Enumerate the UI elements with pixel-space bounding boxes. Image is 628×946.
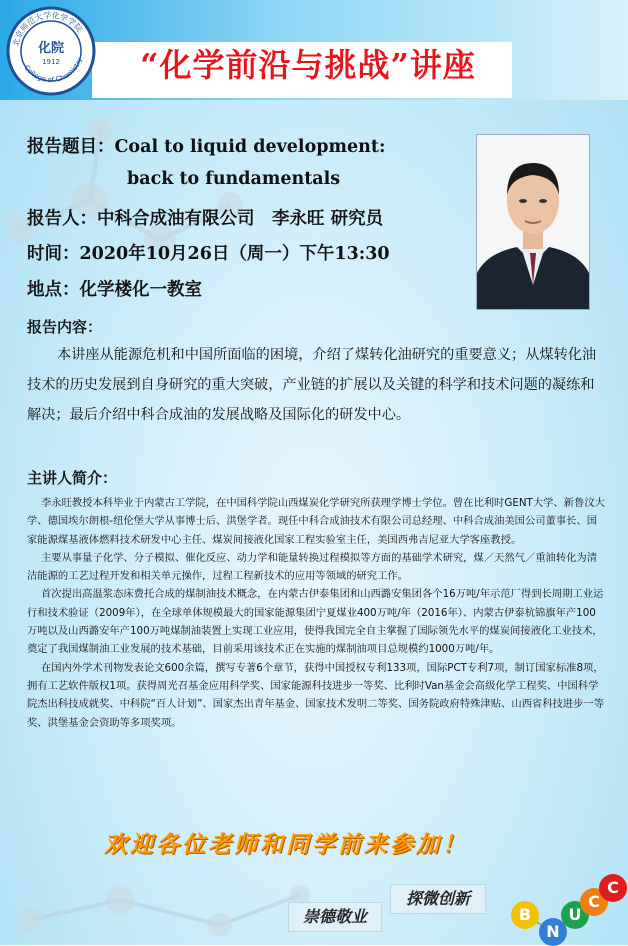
logo-year: 1912 — [42, 58, 60, 66]
bio-paragraph: 主要从事量子化学、分子模拟、催化反应、动力学和能量转换过程模拟等方面的基础学术研究，煤／天然气／重油转化为清洁能源的工艺过程开发和相关单元操作，过程工程新技术的应用等领域的研究工作。 — [27, 551, 598, 583]
summary-text: 本讲座从能源危机和中国所面临的困境，介绍了煤转化油研究的重要意义；从煤转化油技术的历史发展到自身研究的重大突破，产业链的扩展以及关键的科学和技术问题的凝练和解决；最后介绍中科合成油的发展战略及国际化的研发中心。 — [27, 347, 597, 423]
speaker-line — [27, 205, 383, 230]
topic-label: 报告题目： — [27, 137, 115, 157]
topic-text-1: Coal to liquid development: — [114, 137, 386, 157]
topic-line-1 — [27, 133, 385, 158]
letter-ball-c1: C — [580, 888, 608, 916]
welcome-slogan: 欢迎各位老师和同学前来参加！ — [104, 831, 468, 858]
motto-chip-1: 崇德敬业 — [288, 902, 382, 932]
logo-center-text: 化院 — [37, 41, 65, 56]
speaker-label: 报告人： — [27, 209, 97, 229]
time-label: 时间： — [27, 244, 80, 264]
poster-title: “化学前沿与挑战”讲座 — [140, 46, 476, 84]
logo-english-text: College of Chemistry — [22, 56, 84, 85]
summary-heading: 报告内容： — [27, 318, 103, 336]
college-logo — [6, 6, 96, 96]
letter-ball-c2: C — [599, 874, 627, 902]
time-text: 2020年10月26日（周一）下午13:30 — [79, 244, 390, 264]
letter-ball-u: U — [561, 901, 589, 929]
place-line — [27, 276, 202, 301]
bio-paragraph: 首次提出高温浆态床费托合成的煤制油技术概念，在内蒙古伊泰集团和山西潞安集团各个16万吨/年示范厂得到长周期工业运行和技术验证（2009年），在全球单体规模最大的国家能源集团宁夏煤业400万吨/年（2016年）、内蒙古伊泰杭锦旗年产100万吨以及山西潞安年产100万吨煤制油装置上实现工业应用，使得我国完全自主掌握了国际领先水平的煤炭间接液化工业技术，奠定了我国煤制油工业发展的技术基础，目前采用该技术正在实施的煤制油项目总规模约1000万吨/年。 — [27, 588, 604, 656]
time-line — [27, 240, 390, 265]
motto-chip-2: 探微创新 — [390, 884, 486, 914]
place-text: 化学楼化一教室 — [79, 280, 202, 300]
speaker-text: 中科合成油有限公司 李永旺 研究员 — [97, 209, 384, 229]
molecule-decoration-bottom — [0, 860, 320, 945]
place-label: 地点： — [27, 280, 80, 300]
letter-ball-n: N — [539, 918, 567, 946]
topic-text-2: back to fundamentals — [127, 169, 341, 189]
logo-ring-text: 北京师范大学化学学院 — [11, 10, 84, 48]
bio-heading: 主讲人简介： — [27, 469, 118, 487]
bio-paragraph: 在国内外学术刊物发表论文600余篇，撰写专著6个章节，获得中国授权专利133项，国际PCT专利7项，制订国家标准8项，拥有工艺软件版权1项。获得周光召基金应用科学奖、国家能源科技进步一等奖、比利时Van基金会高级化学工程奖、中国科学院杰出科技成就奖、中科院“百人计划”、国家杰出青年基金、国家技术发明二等奖、国务院政府特殊津贴、山西省科技进步一等奖、洪堡基金会资助等多项奖项。 — [27, 661, 604, 729]
bio-paragraph: 李永旺教授本科毕业于内蒙古工学院，在中国科学院山西煤炭化学研究所获理学博士学位。曾在比利时GENT大学、新鲁汶大学、德国埃尔朗根-纽伦堡大学从事博士后、洪堡学者。现任中科合成油技术有限公司总经理、中科合成油美国公司董事长、国家能源煤基液体燃料技术研发中心主任、煤炭间接液化国家工程实验室主任，美国西弗吉尼亚大学客座教授。 — [27, 497, 605, 546]
letter-ball-b: B — [511, 901, 539, 929]
bio-body — [27, 494, 605, 732]
speaker-photo — [476, 134, 590, 310]
